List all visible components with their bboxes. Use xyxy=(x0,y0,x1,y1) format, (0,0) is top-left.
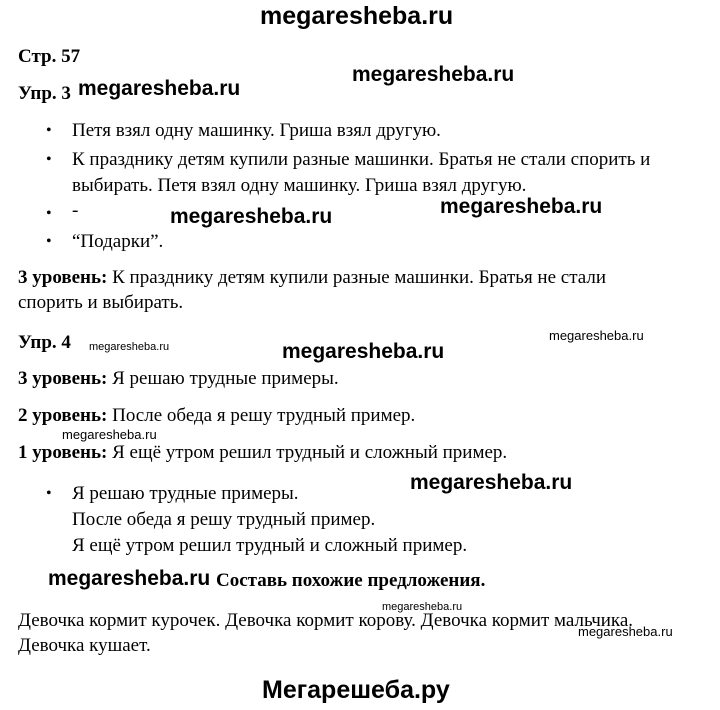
level-label: 3 уровень: xyxy=(18,267,108,288)
task-heading: Составь похожие предложения. xyxy=(216,570,486,591)
page-label: Стр. 57 xyxy=(18,46,81,67)
exercise-3-title: Упр. 3 xyxy=(18,83,71,104)
exercise-3-bullet: - xyxy=(72,200,79,221)
watermark: megaresheba.ru xyxy=(62,427,157,442)
bullet-dot: • xyxy=(46,485,52,502)
exercise-3-level-3 xyxy=(18,266,606,290)
level-label: 3 уровень: xyxy=(18,368,108,389)
exercise-3-bullet: К празднику детям купили разные машинки. Братья не стали спорить и xyxy=(72,149,651,170)
answer-line: Девочка кушает. xyxy=(18,635,151,656)
watermark: megaresheba.ru xyxy=(578,624,673,639)
watermark: megaresheba.ru xyxy=(382,601,463,613)
watermark: megaresheba.ru xyxy=(89,341,170,353)
exercise-4-bullet-line: После обеда я решу трудный пример. xyxy=(72,509,376,530)
level-label: 1 уровень: xyxy=(18,442,108,463)
exercise-4-level-1 xyxy=(18,441,507,465)
bullet-dot: • xyxy=(46,151,52,168)
exercise-3-bullet-continued: выбирать. Петя взял одну машинку. Гриша взял другую. xyxy=(72,175,527,196)
watermark: megaresheba.ru xyxy=(410,471,573,494)
watermark: megaresheba.ru xyxy=(170,205,333,228)
exercise-4-level-3 xyxy=(18,367,339,391)
level-text: После обеда я решу трудный пример. xyxy=(107,405,416,426)
bullet-dot: • xyxy=(46,122,52,139)
bullet-dot: • xyxy=(46,205,52,222)
watermark: megaresheba.ru xyxy=(549,328,644,343)
exercise-4-title: Упр. 4 xyxy=(18,332,71,353)
site-header: megaresheba.ru xyxy=(260,2,454,30)
watermark: megaresheba.ru xyxy=(440,195,603,218)
watermark: megaresheba.ru xyxy=(352,63,515,86)
level-text: Я решаю трудные примеры. xyxy=(107,368,339,389)
watermark: megaresheba.ru xyxy=(48,567,211,590)
answer-line: Девочка кормит курочек. Девочка кормит корову. Девочка кормит мальчика. xyxy=(18,610,634,631)
exercise-4-level-2 xyxy=(18,404,415,428)
level-text: Я ещё утром решил трудный и сложный пример. xyxy=(107,442,508,463)
bullet-dot: • xyxy=(46,233,52,250)
level-text: К празднику детям купили разные машинки. Братья не стали xyxy=(107,267,606,288)
exercise-4-bullet-line: Я решаю трудные примеры. xyxy=(72,483,299,504)
site-footer: Мегарешеба.ру xyxy=(262,676,450,704)
watermark: megaresheba.ru xyxy=(78,77,241,100)
exercise-3-bullet: Петя взял одну машинку. Гриша взял другую. xyxy=(72,120,441,141)
exercise-3-level-3-continued: спорить и выбирать. xyxy=(18,292,184,313)
level-label: 2 уровень: xyxy=(18,405,108,426)
watermark: megaresheba.ru xyxy=(282,340,445,363)
exercise-4-bullet-line: Я ещё утром решил трудный и сложный пример. xyxy=(72,535,468,556)
exercise-3-bullet: “Подарки”. xyxy=(72,231,164,252)
